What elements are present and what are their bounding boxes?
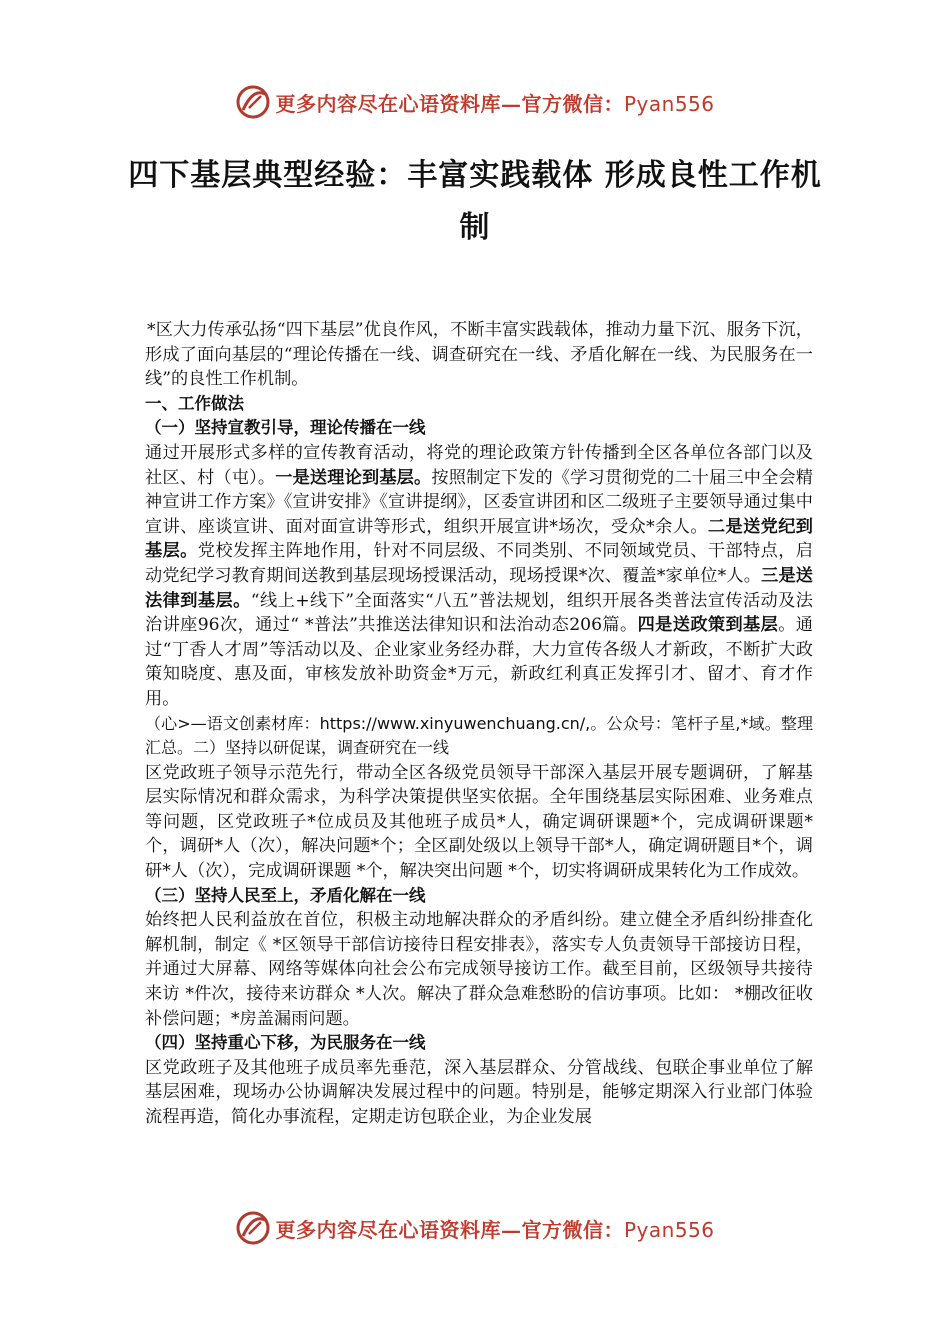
- section-heading: 一、工作做法: [145, 393, 244, 413]
- header-banner: [0, 84, 950, 124]
- subsection-heading-4: （四）坚持重心下移，为民服务在一线: [145, 1033, 426, 1053]
- subsection-heading-1: （一）坚持宣教引导，理论传播在一线: [145, 418, 426, 438]
- footer-banner: [0, 1210, 950, 1250]
- source-note: （心>—语文创素材库：https://www.xinyuwenchuang.cn/,。公众号：笔杆子星,*域。整理汇总。二）坚持以研促谋，调查研究在一线: [145, 713, 813, 758]
- document-body: [145, 318, 813, 1130]
- paragraph-2: 区党政班子领导示范先行，带动全区各级党员领导干部深入基层开展专题调研，了解基层实际情况和群众需求，为科学决策提供坚实依据。全年围绕基层实际困难、业务难点等问题，区党政班子*位成员及其他班子成员*人，确定调研课题*个，完成调研课题*个，调研*人（次），解决问题*个；全区副处级以上领导干部*人，确定调研题目*个，调研*人（次），完成调研课题 *个，解决突出问题 *个，切实将调研成果转化为工作成效。: [145, 762, 813, 882]
- page-title: 四下基层典型经验：丰富实践载体 形成良性工作机制: [128, 158, 822, 245]
- paragraph-3: 始终把人民利益放在首位，积极主动地解决群众的矛盾纠纷。建立健全矛盾纠纷排查化解机制，制定《 *区领导干部信访接待日程安排表》，落实专人负责领导干部接访日程，并通过大屏幕、网络等媒体向社会公布完成领导接访工作。截至目前，区级领导共接待来访 *件次，接待来访群众 *人次。解决了群众急难愁盼的信访事项。比如： *棚改征收补偿问题；*房盖漏雨问题。: [145, 910, 813, 1029]
- subsection-heading-3: （三）坚持人民至上，矛盾化解在一线: [145, 885, 426, 905]
- paragraph-4: 区党政班子及其他班子成员率先垂范，深入基层群众、分管战线、包联企事业单位了解基层困难，现场办公协调解决发展过程中的问题。特别是，能够定期深入行业部门体验流程再造，简化办事流程，定期走访包联企业，为企业发展: [145, 1057, 813, 1127]
- brand-logo-icon: [235, 1210, 271, 1246]
- brand-logo-icon: [235, 84, 271, 120]
- banner-text: 更多内容尽在心语资料库—官方微信：Pyan556: [275, 91, 715, 116]
- paragraph-1: 通过开展形式多样的宣传教育活动，将党的理论政策方针传播到全区各单位各部门以及社区、村（屯）。一是送理论到基层。按照制定下发的《学习贯彻党的二十届三中全会精神宣讲工作方案》《宣讲安排》《宣讲提纲》，区委宣讲团和区二级班子主要领导通过集中宣讲、座谈宣讲、面对面宣讲等形式，组织开展宣讲*场次，受众*余人。二是送党纪到基层。党校发挥主阵地作用，针对不同层级、不同类别、不同领域党员、干部特点，启动党纪学习教育期间送教到基层现场授课活动，现场授课*次、覆盖*家单位*人。三是送法律到基层。“线上+线下”全面落实“八五”普法规划，组织开展各类普法宣传活动及法治讲座96次，通过“ *普法”共推送法律知识和法治动态206篇。四是送政策到基层。通过“丁香人才周”等活动以及、企业家业务经办群，大力宣传各级人才新政，不断扩大政策知晓度、惠及面，审核发放补助资金*万元，新政红利真正发挥引才、留才、育才作用。: [145, 442, 813, 709]
- banner-text: 更多内容尽在心语资料库—官方微信：Pyan556: [275, 1217, 715, 1242]
- intro-paragraph: *区大力传承弘扬“四下基层”优良作风，不断丰富实践载体，推动力量下沉、服务下沉，形成了面向基层的“理论传播在一线、调查研究在一线、矛盾化解在一线、为民服务在一线”的良性工作机制。: [145, 320, 813, 390]
